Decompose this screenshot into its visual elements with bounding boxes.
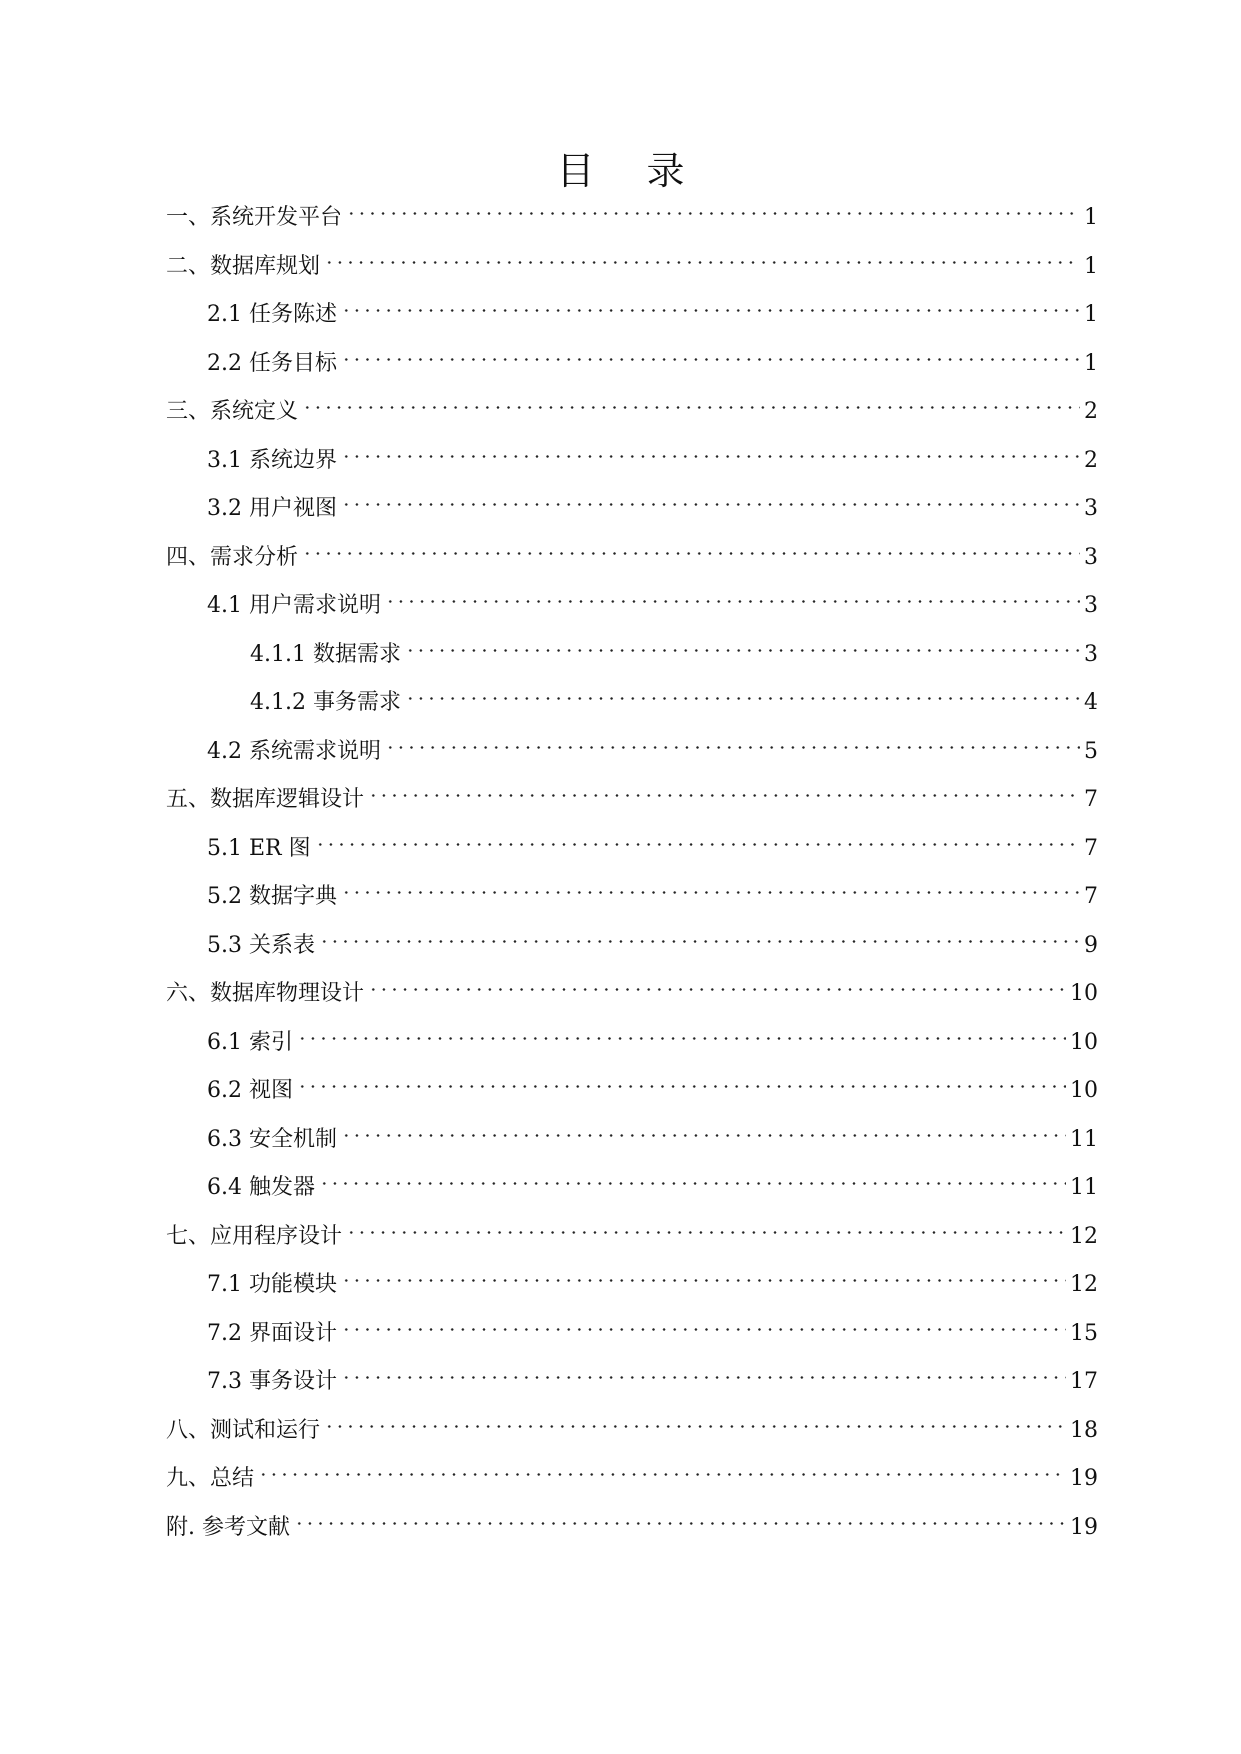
toc-dot-leader [383,726,1084,758]
toc-entry-label: 三、系统定义 [166,399,299,424]
toc-dot-leader [339,1114,1070,1146]
toc-dot-leader [403,677,1084,709]
toc-entry-page-number: 1 [1084,350,1098,376]
toc-entry-label: 六、数据库物理设计 [166,981,365,1006]
toc-dot-leader [300,386,1084,418]
toc-entry-page-number: 2 [1084,399,1098,424]
toc-entry[interactable] [207,580,1098,618]
toc-entry-label: 4.1.2 事务需求 [250,690,401,715]
toc-entry-label: 7.2 界面设计 [207,1320,337,1346]
toc-dot-leader [344,192,1084,224]
toc-dot-leader [339,871,1084,903]
toc-entry[interactable] [166,1453,1098,1491]
toc-entry-page-number: 1 [1084,253,1098,279]
toc-entry-page-number: 1 [1084,205,1098,230]
toc-dot-leader [366,774,1084,806]
toc-entry[interactable] [166,1502,1098,1540]
toc-entry-page-number: 17 [1070,1369,1098,1394]
toc-entry-page-number: 4 [1084,690,1098,715]
toc-entry-label: 五、数据库逻辑设计 [166,787,365,812]
toc-entry-page-number: 3 [1084,593,1098,618]
toc-entry-label: 七、应用程序设计 [166,1223,343,1249]
toc-entry-label: 九、总结 [166,1466,255,1491]
toc-entry-label: 6.4 触发器 [207,1175,315,1200]
toc-entry[interactable] [207,1308,1098,1346]
toc-dot-leader [313,823,1084,855]
toc-entry[interactable] [166,241,1098,279]
toc-entry[interactable] [166,968,1098,1006]
toc-dot-leader [344,1211,1070,1243]
toc-entry-label: 2.1 任务陈述 [207,302,337,327]
toc-entry-page-number: 7 [1084,835,1098,861]
toc-entry-page-number: 11 [1070,1126,1098,1152]
toc-dot-leader [366,968,1070,1000]
toc-entry[interactable] [166,1211,1098,1249]
toc-entry[interactable] [166,192,1098,230]
toc-dot-leader [339,435,1084,467]
toc-entry-page-number: 3 [1084,496,1098,521]
toc-entry-label: 二、数据库规划 [166,253,321,279]
toc-entry[interactable] [207,483,1098,521]
toc-entry[interactable] [207,338,1098,376]
toc-dot-leader [403,629,1084,661]
toc-entry-page-number: 10 [1070,981,1098,1006]
toc-entry-page-number: 7 [1084,884,1098,909]
toc-entry-label: 一、系统开发平台 [166,205,343,230]
toc-entry-page-number: 2 [1084,447,1098,473]
toc-entry-label: 4.1 用户需求说明 [207,593,381,618]
toc-entry-page-number: 7 [1084,787,1098,812]
toc-entry-page-number: 5 [1084,738,1098,764]
toc-dot-leader [322,241,1084,273]
toc-dot-leader [295,1017,1070,1049]
toc-dot-leader [292,1502,1070,1534]
toc-entry[interactable] [250,677,1098,715]
toc-entry[interactable] [207,289,1098,327]
toc-entry-page-number: 19 [1070,1514,1098,1540]
toc-dot-leader [339,1259,1070,1291]
toc-entry-label: 5.1 ER 图 [207,835,311,861]
toc-entry[interactable] [207,1162,1098,1200]
toc-entry-label: 5.3 关系表 [207,932,315,958]
toc-entry[interactable] [207,871,1098,909]
toc-entry-label: 3.2 用户视图 [207,496,337,521]
toc-entry[interactable] [207,1017,1098,1055]
toc-entry-label: 2.2 任务目标 [207,350,337,376]
toc-entry[interactable] [207,1259,1098,1297]
toc-dot-leader [339,1356,1070,1388]
toc-dot-leader [295,1065,1070,1097]
toc-entry-page-number: 10 [1070,1078,1098,1103]
toc-dot-leader [339,289,1084,321]
toc-entry[interactable] [207,920,1098,958]
toc-entry[interactable] [166,774,1098,812]
toc-entry-label: 八、测试和运行 [166,1417,321,1443]
toc-entry[interactable] [207,1356,1098,1394]
toc-entry-label: 6.2 视图 [207,1078,293,1103]
toc-entry-label: 6.1 索引 [207,1029,293,1055]
toc-entry-page-number: 12 [1070,1272,1098,1297]
toc-entry[interactable] [166,532,1098,570]
toc-entry-page-number: 3 [1084,641,1098,667]
toc-entry-page-number: 15 [1070,1320,1098,1346]
toc-entry-label: 4.1.1 数据需求 [250,641,401,667]
toc-entry[interactable] [207,823,1098,861]
toc-entry-label: 3.1 系统边界 [207,447,337,473]
toc-entry[interactable] [207,435,1098,473]
toc-dot-leader [339,1308,1070,1340]
toc-entry-label: 4.2 系统需求说明 [207,738,381,764]
toc-entry-label: 7.1 功能模块 [207,1272,337,1297]
toc-entry-label: 四、需求分析 [166,544,299,570]
page-title: 目 录 [556,149,705,193]
toc-entry-page-number: 1 [1084,302,1098,327]
toc-dot-leader [317,920,1084,952]
toc-entry-page-number: 3 [1084,544,1098,570]
toc-entry-page-number: 19 [1070,1466,1098,1491]
toc-entry-page-number: 10 [1070,1029,1098,1055]
toc-dot-leader [339,338,1084,370]
toc-dot-leader [300,532,1084,564]
toc-entry[interactable] [166,1405,1098,1443]
toc-entry-label: 6.3 安全机制 [207,1126,337,1152]
toc-entry-label: 附. 参考文献 [166,1514,290,1540]
toc-entry-page-number: 12 [1070,1223,1098,1249]
toc-dot-leader [317,1162,1070,1194]
toc-entry[interactable] [207,726,1098,764]
toc-dot-leader [383,580,1084,612]
toc-dot-leader [256,1453,1070,1485]
toc-entry-label: 7.3 事务设计 [207,1369,337,1394]
toc-entry-page-number: 9 [1084,932,1098,958]
toc-dot-leader [339,483,1084,515]
toc-dot-leader [322,1405,1070,1437]
toc-entry[interactable] [166,386,1098,424]
toc-entry-label: 5.2 数据字典 [207,884,337,909]
toc-entry-page-number: 11 [1070,1175,1098,1200]
toc-entry-page-number: 18 [1070,1417,1098,1443]
toc-entry[interactable] [250,629,1098,667]
toc-entry[interactable] [207,1114,1098,1152]
toc-entry[interactable] [207,1065,1098,1103]
